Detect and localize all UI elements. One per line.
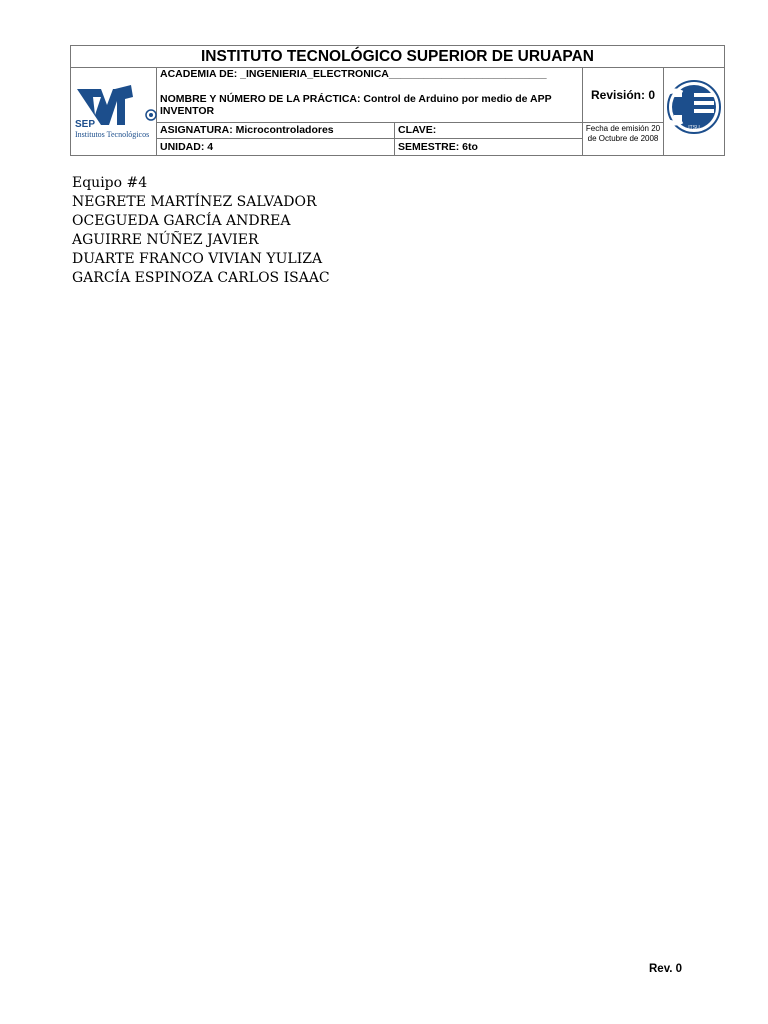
semestre-cell: SEMESTRE: 6to (398, 141, 478, 153)
institute-title: INSTITUTO TECNOLÓGICO SUPERIOR DE URUAPAN (71, 46, 724, 68)
team-member: OCEGUEDA GARCÍA ANDREA (72, 213, 291, 229)
team-member: DUARTE FRANCO VIVIAN YULIZA (72, 251, 323, 267)
academia-text: ACADEMIA DE: _INGENIERIA_ELECTRONICA___________________________ (160, 68, 547, 80)
itsu-logo-label: ITSU (688, 125, 700, 131)
asignatura-cell: ASIGNATURA: Microcontroladores (157, 123, 395, 139)
sep-logo-icon (71, 67, 161, 155)
team-member: GARCÍA ESPINOZA CARLOS ISAAC (72, 270, 330, 286)
sep-logo-sublabel: Institutos Tecnológicos (75, 130, 150, 139)
team-heading: Equipo #4 (72, 175, 148, 191)
document-header-table (70, 45, 725, 156)
practice-name: NOMBRE Y NÚMERO DE LA PRÁCTICA: Control de Arduino por medio de APP INVENTOR (160, 93, 552, 117)
sep-logo (71, 67, 157, 155)
gear-emblem-icon (664, 67, 724, 155)
clave-cell: CLAVE: (395, 123, 582, 139)
academia-cell (157, 67, 582, 123)
sep-logo-label: SEP (75, 119, 96, 130)
revision-cell: Revisión: 0 (582, 67, 664, 123)
team-member: NEGRETE MARTÍNEZ SALVADOR (72, 194, 317, 210)
itsu-logo (664, 67, 724, 155)
footer-revision: Rev. 0 (649, 963, 683, 975)
fecha-emision-cell: Fecha de emisión 20 de Octubre de 2008 (582, 123, 664, 155)
team-member: AGUIRRE NÚÑEZ JAVIER (72, 232, 259, 248)
unidad-cell: UNIDAD: 4 (157, 139, 395, 155)
team-list (72, 174, 330, 288)
